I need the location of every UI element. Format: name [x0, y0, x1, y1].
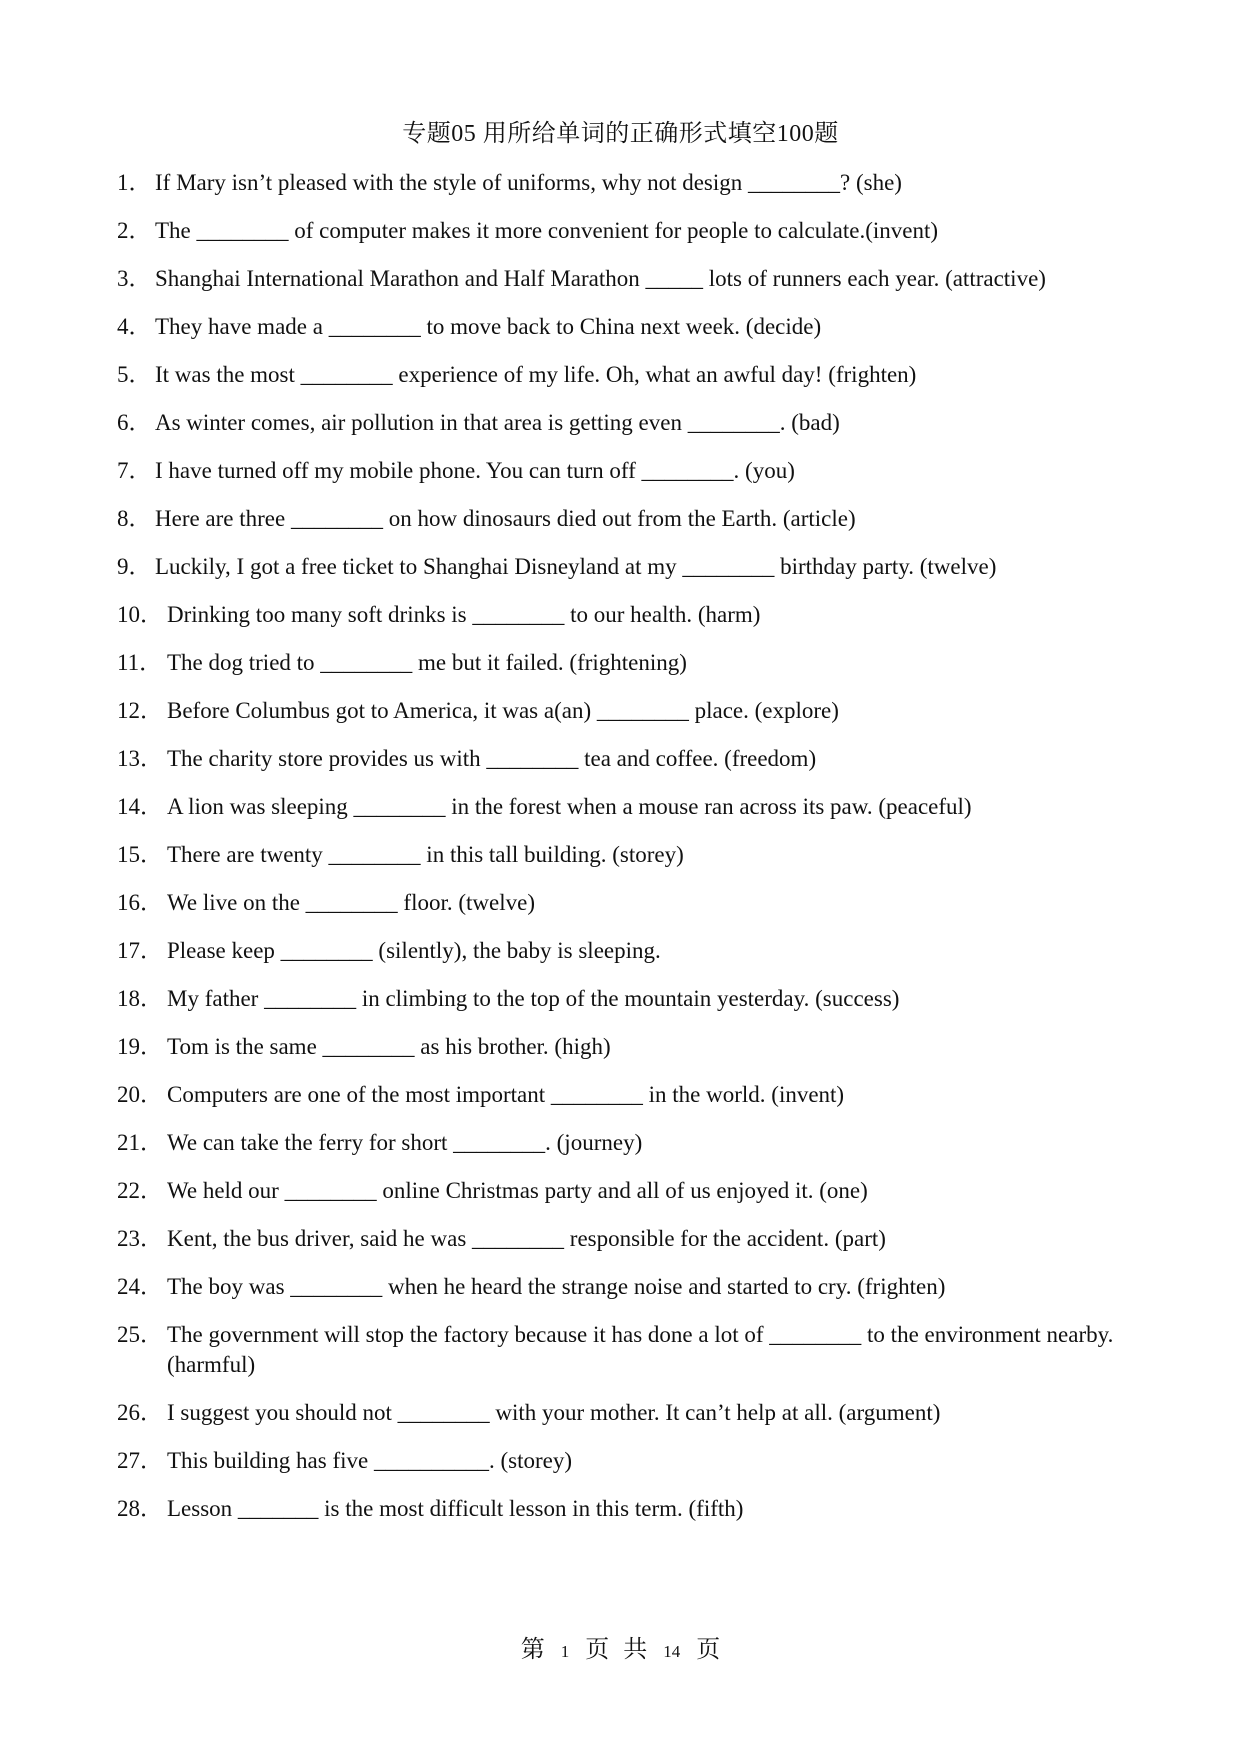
footer-gong: 共 — [623, 1637, 648, 1663]
question-number: 3． — [117, 266, 152, 291]
question-item — [117, 312, 1127, 342]
question-item — [117, 1224, 1127, 1254]
question-text: They have made a ________ to move back to China next week. (decide) — [155, 314, 822, 339]
question-number: 24． — [117, 1274, 163, 1299]
question-text: We can take the ferry for short ________. (journey) — [167, 1130, 643, 1155]
question-item — [117, 456, 1127, 486]
question-item — [117, 168, 1127, 198]
question-text: This building has five __________. (storey) — [167, 1448, 573, 1473]
question-text: Lesson _______ is the most difficult lesson in this term. (fifth) — [167, 1496, 744, 1521]
question-number: 26． — [117, 1400, 163, 1425]
question-text: It was the most ________ experience of my life. Oh, what an awful day! (frighten) — [155, 362, 917, 387]
question-text: My father ________ in climbing to the top of the mountain yesterday. (success) — [167, 986, 900, 1011]
question-item — [117, 360, 1127, 390]
question-item — [117, 1128, 1127, 1158]
question-number: 12． — [117, 698, 163, 723]
question-item — [117, 744, 1127, 774]
question-text: Here are three ________ on how dinosaurs died out from the Earth. (article) — [155, 506, 856, 531]
question-text: I suggest you should not ________ with your mother. It can’t help at all. (argument) — [167, 1400, 941, 1425]
question-text: The boy was ________ when he heard the strange noise and started to cry. (frighten) — [167, 1274, 946, 1299]
page-title: 专题05 用所给单词的正确形式填空100题 — [402, 121, 839, 147]
question-text: Please keep ________ (silently), the baby is sleeping. — [167, 938, 661, 963]
question-text: As winter comes, air pollution in that area is getting even ________. (bad) — [155, 410, 840, 435]
question-number: 8． — [117, 506, 152, 531]
question-text: There are twenty ________ in this tall building. (storey) — [167, 842, 684, 867]
question-item — [117, 936, 1127, 966]
question-number: 6． — [117, 410, 152, 435]
footer-ye: 页 — [585, 1637, 610, 1663]
question-number: 15． — [117, 842, 163, 867]
question-text: If Mary isn’t pleased with the style of uniforms, why not design ________? (she) — [155, 170, 902, 195]
question-list — [117, 168, 1127, 1542]
question-number: 17． — [117, 938, 163, 963]
question-text: A lion was sleeping ________ in the forest when a mouse ran across its paw. (peaceful) — [167, 794, 972, 819]
question-text: Shanghai International Marathon and Half Marathon _____ lots of runners each year. (attractive) — [155, 266, 1046, 291]
question-text: Tom is the same ________ as his brother. (high) — [167, 1034, 611, 1059]
question-item — [117, 1446, 1127, 1476]
footer-di: 第 — [520, 1637, 545, 1663]
question-number: 18． — [117, 986, 163, 1011]
question-item — [117, 1272, 1127, 1302]
question-number: 1． — [117, 170, 152, 195]
question-item — [117, 1494, 1127, 1524]
question-text: Kent, the bus driver, said he was ________ responsible for the accident. (part) — [167, 1226, 886, 1251]
question-number: 5． — [117, 362, 152, 387]
question-item — [117, 888, 1127, 918]
question-text: We live on the ________ floor. (twelve) — [167, 890, 535, 915]
page-footer — [0, 1634, 1241, 1668]
question-text: The government will stop the factory because it has done a lot of ________ to the environment nearby. (harmful) — [167, 1322, 1114, 1377]
footer-ye2: 页 — [696, 1637, 721, 1663]
footer-total-pages: 14 — [663, 1642, 681, 1661]
question-text: Before Columbus got to America, it was a(an) ________ place. (explore) — [167, 698, 839, 723]
question-number: 19． — [117, 1034, 163, 1059]
question-number: 4． — [117, 314, 152, 339]
question-text: The ________ of computer makes it more convenient for people to calculate.(invent) — [155, 218, 939, 243]
question-item — [117, 408, 1127, 438]
question-item — [117, 696, 1127, 726]
question-item — [117, 1176, 1127, 1206]
question-number: 27． — [117, 1448, 163, 1473]
question-item — [117, 504, 1127, 534]
question-number: 10． — [117, 602, 163, 627]
question-item — [117, 1320, 1127, 1380]
question-text: We held our ________ online Christmas party and all of us enjoyed it. (one) — [167, 1178, 868, 1203]
question-item — [117, 648, 1127, 678]
question-item — [117, 216, 1127, 246]
question-text: Computers are one of the most important ________ in the world. (invent) — [167, 1082, 845, 1107]
question-text: The dog tried to ________ me but it failed. (frightening) — [167, 650, 687, 675]
question-number: 7． — [117, 458, 152, 483]
question-item — [117, 552, 1127, 582]
question-item — [117, 840, 1127, 870]
question-number: 21． — [117, 1130, 163, 1155]
question-number: 9． — [117, 554, 152, 579]
question-number: 23． — [117, 1226, 163, 1251]
question-text: Luckily, I got a free ticket to Shanghai Disneyland at my ________ birthday party. (twelve) — [155, 554, 997, 579]
question-number: 28． — [117, 1496, 163, 1521]
question-text: I have turned off my mobile phone. You can turn off ________. (you) — [155, 458, 795, 483]
question-text: The charity store provides us with ________ tea and coffee. (freedom) — [167, 746, 817, 771]
question-number: 2． — [117, 218, 152, 243]
question-number: 11． — [117, 650, 163, 675]
question-item — [117, 1032, 1127, 1062]
question-item — [117, 1398, 1127, 1428]
question-item — [117, 984, 1127, 1014]
question-number: 20． — [117, 1082, 163, 1107]
question-number: 13． — [117, 746, 163, 771]
question-item — [117, 264, 1127, 294]
question-number: 25． — [117, 1322, 163, 1347]
question-text: Drinking too many soft drinks is ________ to our health. (harm) — [167, 602, 761, 627]
question-item — [117, 1080, 1127, 1110]
question-number: 14． — [117, 794, 163, 819]
question-item — [117, 600, 1127, 630]
question-number: 22． — [117, 1178, 163, 1203]
question-number: 16． — [117, 890, 163, 915]
question-item — [117, 792, 1127, 822]
footer-page-number: 1 — [560, 1642, 570, 1661]
